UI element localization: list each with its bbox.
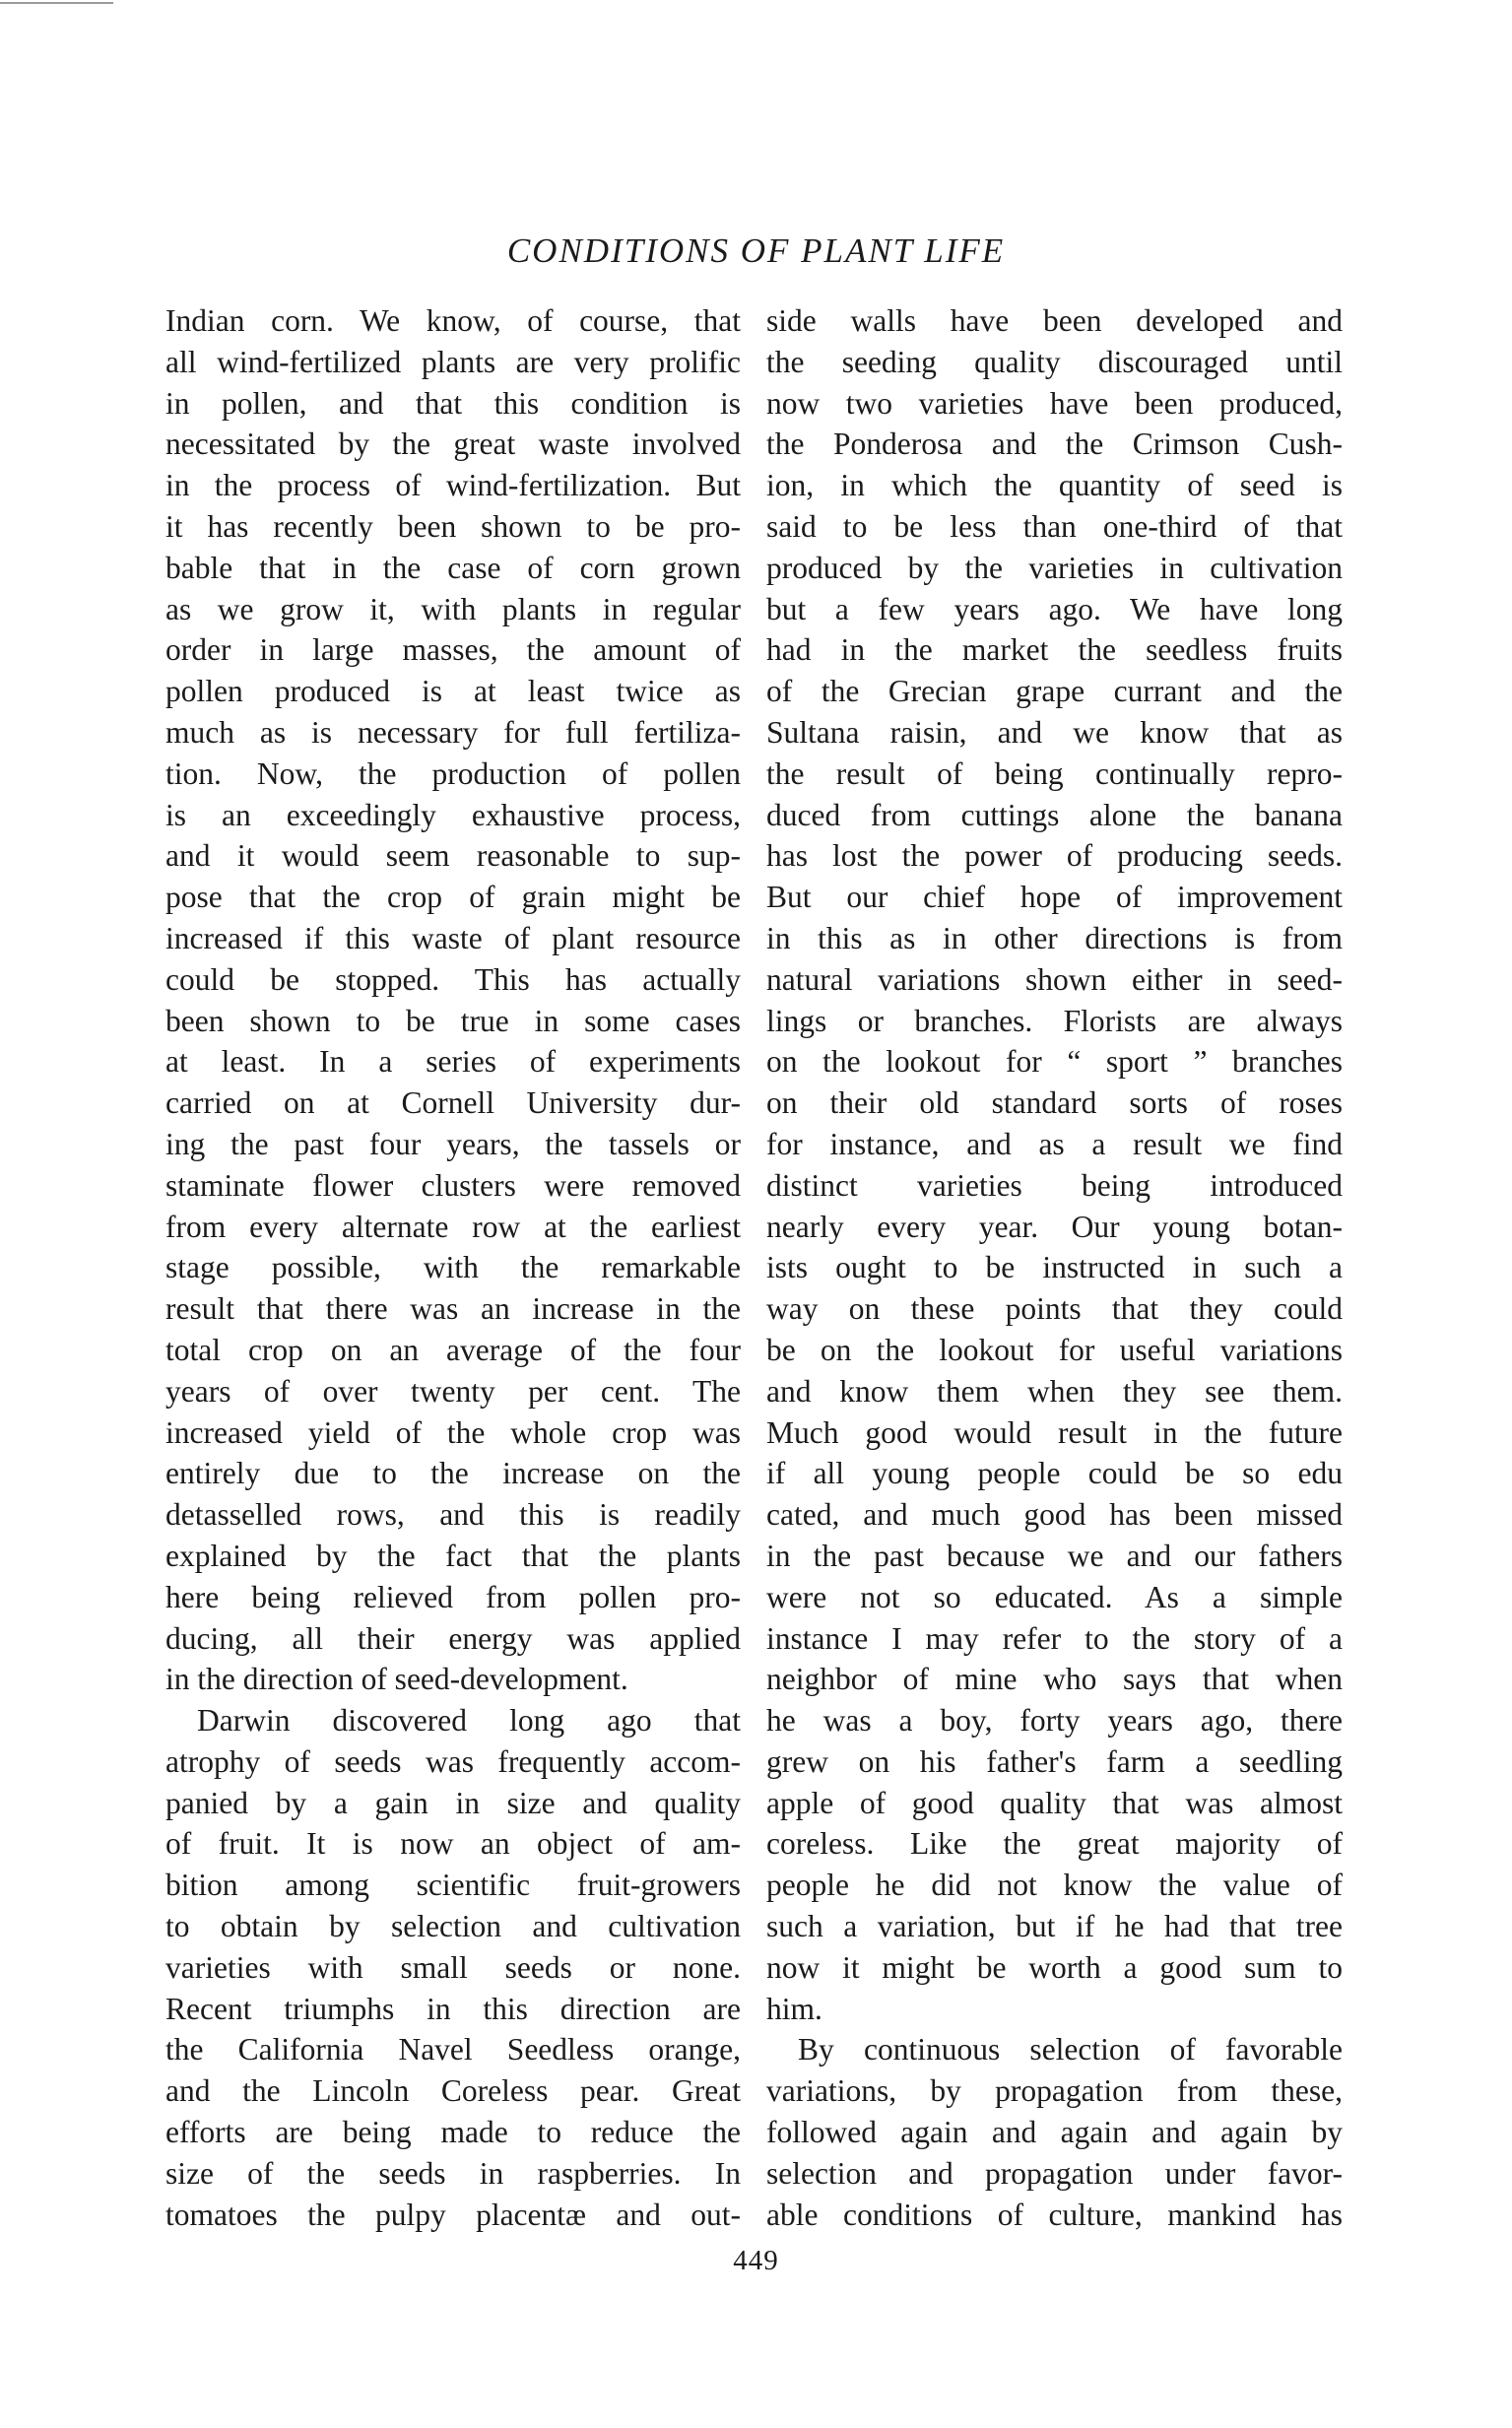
text-line: here being relieved from pollen pro- — [165, 1579, 741, 1614]
text-line: varieties with small seeds or none. — [165, 1949, 741, 1985]
text-line: explained by the fact that the plants — [165, 1538, 741, 1573]
text-line: said to be less than one-third of that — [766, 508, 1343, 544]
text-line: atrophy of seeds was frequently accom- — [165, 1743, 741, 1779]
text-line: the seeding quality discouraged until — [766, 344, 1343, 379]
text-line: Indian corn. We know, of course, that — [165, 303, 741, 338]
page-number: 449 — [733, 2245, 779, 2276]
text-line: as we grow it, with plants in regular — [165, 591, 741, 626]
text-line: result that there was an increase in the — [165, 1291, 741, 1327]
text-line: such a variation, but if he had that tree — [766, 1909, 1343, 1944]
text-line: bable that in the case of corn grown — [165, 550, 741, 585]
text-line: By continuous selection of favorable — [798, 2032, 1343, 2067]
text-line: order in large masses, the amount of — [165, 632, 741, 668]
text-line: pollen produced is at least twice as — [165, 674, 741, 709]
text-line: cated, and much good has been missed — [766, 1497, 1343, 1533]
text-line: on their old standard sorts of roses — [766, 1085, 1343, 1121]
text-line: from every alternate row at the earliest — [165, 1209, 741, 1244]
text-line: Darwin discovered long ago that — [197, 1703, 741, 1739]
text-line: much as is necessary for full fertiliza- — [165, 714, 741, 750]
text-line: distinct varieties being introduced — [766, 1167, 1343, 1203]
text-line: grew on his father's farm a seedling — [766, 1743, 1343, 1779]
text-line: Recent triumphs in this direction are — [165, 1991, 741, 2026]
text-line: ducing, all their energy was applied — [165, 1620, 741, 1656]
text-line: and know them when they see them. — [766, 1373, 1343, 1409]
right-text-column — [766, 300, 1343, 2235]
text-line: had in the market the seedless fruits — [766, 632, 1343, 668]
text-line: duced from cuttings alone the banana — [766, 797, 1343, 832]
text-line: in this as in other directions is from — [766, 920, 1343, 955]
text-line: carried on at Cornell University dur- — [165, 1085, 741, 1121]
text-line: staminate flower clusters were removed — [165, 1167, 741, 1203]
text-line: the Ponderosa and the Crimson Cush- — [766, 427, 1343, 462]
text-line: increased if this waste of plant resource — [165, 920, 741, 955]
scan-edge-rule — [0, 2, 113, 4]
text-line: But our chief hope of improvement — [766, 880, 1343, 915]
text-line: entirely due to the increase on the — [165, 1456, 741, 1491]
text-line: variations, by propagation from these, — [766, 2073, 1343, 2109]
text-line: him. — [766, 1991, 822, 2026]
text-line: in pollen, and that this condition is — [165, 385, 741, 421]
text-line: of fruit. It is now an object of am- — [165, 1826, 741, 1862]
text-line: on the lookout for “ sport ” branches — [766, 1044, 1343, 1080]
text-line: followed again and again and again by — [766, 2115, 1343, 2150]
text-line: he was a boy, forty years ago, there — [766, 1703, 1343, 1739]
text-line: been shown to be true in some cases — [165, 1003, 741, 1038]
text-line: people he did not know the value of — [766, 1868, 1343, 1903]
text-line: in the direction of seed-development. — [165, 1662, 628, 1697]
text-line: of the Grecian grape currant and the — [766, 674, 1343, 709]
text-line: natural variations shown either in seed- — [766, 961, 1343, 997]
text-line: ists ought to be instructed in such a — [766, 1250, 1343, 1285]
text-line: nearly every year. Our young botan- — [766, 1209, 1343, 1244]
text-line: could be stopped. This has actually — [165, 961, 741, 997]
text-line: selection and propagation under favor- — [766, 2155, 1343, 2191]
text-line: lings or branches. Florists are always — [766, 1003, 1343, 1038]
text-line: has lost the power of producing seeds. — [766, 838, 1343, 874]
text-line: all wind-fertilized plants are very prolific — [165, 344, 741, 379]
text-line: now two varieties have been produced, — [766, 385, 1343, 421]
text-line: tomatoes the pulpy placentæ and out- — [165, 2197, 741, 2232]
text-line: in the process of wind-fertilization. But — [165, 468, 741, 503]
text-line: coreless. Like the great majority of — [766, 1826, 1343, 1862]
text-line: in the past because we and our fathers — [766, 1538, 1343, 1573]
text-line: pose that the crop of grain might be — [165, 880, 741, 915]
text-line: way on these points that they could — [766, 1291, 1343, 1327]
text-line: Much good would result in the future — [766, 1414, 1343, 1450]
text-line: total crop on an average of the four — [165, 1332, 741, 1367]
text-line: if all young people could be so edu — [766, 1456, 1343, 1491]
text-line: but a few years ago. We have long — [766, 591, 1343, 626]
text-line: panied by a gain in size and quality — [165, 1785, 741, 1820]
text-line: instance I may refer to the story of a — [766, 1620, 1343, 1656]
text-line: tion. Now, the production of pollen — [165, 755, 741, 791]
text-line: side walls have been developed and — [766, 303, 1343, 338]
text-line: efforts are being made to reduce the — [165, 2115, 741, 2150]
text-line: size of the seeds in raspberries. In — [165, 2155, 741, 2191]
text-line: ing the past four years, the tassels or — [165, 1126, 741, 1161]
text-line: is an exceedingly exhaustive process, — [165, 797, 741, 832]
text-line: detasselled rows, and this is readily — [165, 1497, 741, 1533]
text-line: the California Navel Seedless orange, — [165, 2032, 741, 2067]
text-line: the result of being continually repro- — [766, 755, 1343, 791]
text-line: at least. In a series of experiments — [165, 1044, 741, 1080]
text-line: to obtain by selection and cultivation — [165, 1909, 741, 1944]
text-line: bition among scientific fruit-growers — [165, 1868, 741, 1903]
text-line: increased yield of the whole crop was — [165, 1414, 741, 1450]
text-line: and the Lincoln Coreless pear. Great — [165, 2073, 741, 2109]
left-text-column — [165, 300, 741, 2235]
text-line: produced by the varieties in cultivation — [766, 550, 1343, 585]
text-line: able conditions of culture, mankind has — [766, 2197, 1343, 2232]
text-line: now it might be worth a good sum to — [766, 1949, 1343, 1985]
text-line: years of over twenty per cent. The — [165, 1373, 741, 1409]
text-line: necessitated by the great waste involved — [165, 427, 741, 462]
text-line: stage possible, with the remarkable — [165, 1250, 741, 1285]
text-line: ion, in which the quantity of seed is — [766, 468, 1343, 503]
text-line: Sultana raisin, and we know that as — [766, 714, 1343, 750]
text-line: be on the lookout for useful variations — [766, 1332, 1343, 1367]
text-line: neighbor of mine who says that when — [766, 1662, 1343, 1697]
running-head: CONDITIONS OF PLANT LIFE — [506, 231, 1006, 270]
text-line: for instance, and as a result we find — [766, 1126, 1343, 1161]
text-line: it has recently been shown to be pro- — [165, 508, 741, 544]
text-line: and it would seem reasonable to sup- — [165, 838, 741, 874]
text-line: were not so educated. As a simple — [766, 1579, 1343, 1614]
text-line: apple of good quality that was almost — [766, 1785, 1343, 1820]
